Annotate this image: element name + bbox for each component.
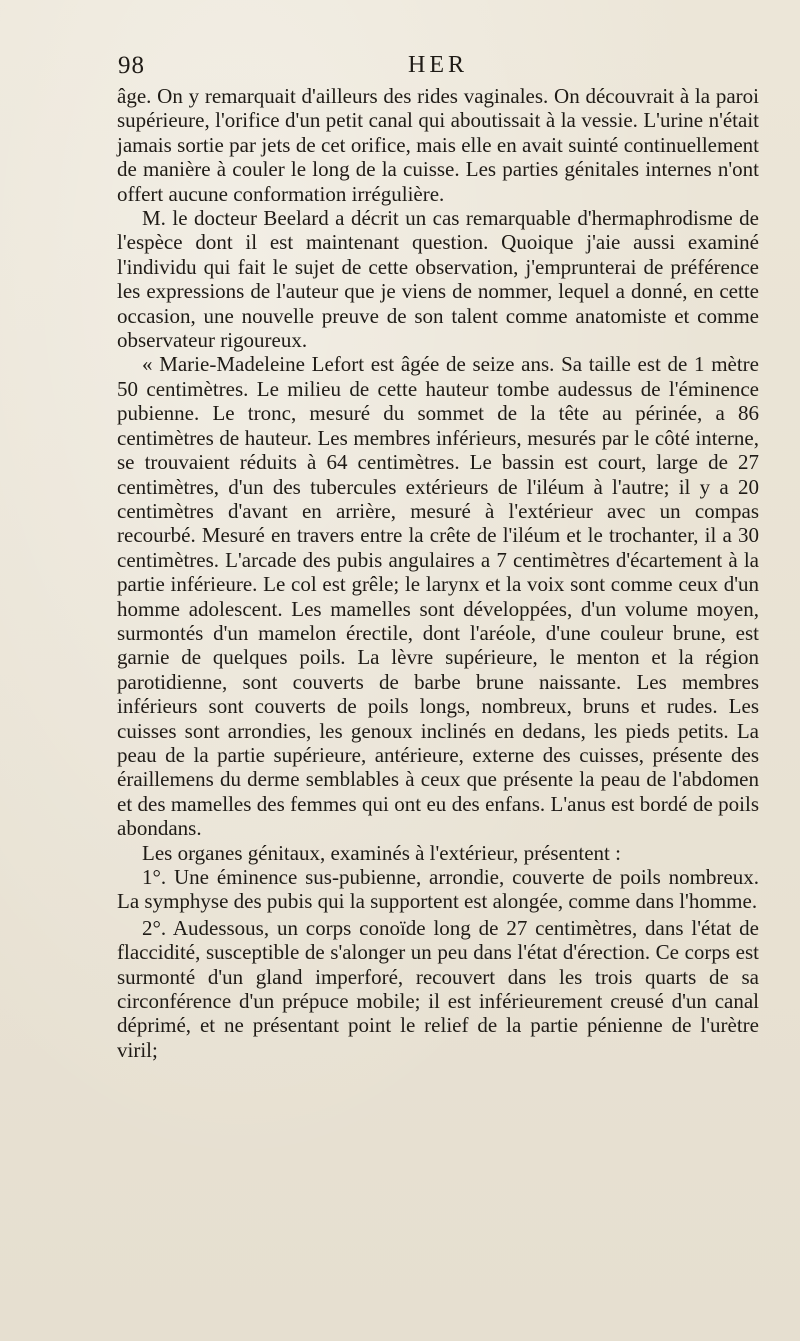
paragraph-beelard: M. le docteur Beelard a décrit un cas remarquable d'hermaphrodisme de l'espèce dont il est maintenant question. Quoique j'aie aussi examiné l'individu qui fait le sujet de cette observation, j'emprunterai de préférence les expressions de l'auteur que je viens de nommer, lequel a donné, en cette occasion, une nouvelle preuve de son talent comme anatomiste et comme observateur rigoureux.: [117, 206, 759, 353]
paragraph-genital-organs-intro: Les organes génitaux, examinés à l'extérieur, présentent :: [142, 840, 621, 865]
page-header: [118, 52, 758, 86]
paragraph-item-2: 2°. Audessous, un corps conoïde long de 27 centimètres, dans l'état de flaccidité, susceptible de s'alonger un peu dans l'état d'érection. Ce corps est surmonté d'un gland imperforé, recouvert dans les trois quarts de sa circonférence d'un prépuce mobile; il est inférieurement creusé d'un canal déprimé, et ne présentant point le relief de la partie pénienne de l'urètre viril;: [117, 915, 759, 1062]
paragraph-continuation: âge. On y remarquait d'ailleurs des rides vaginales. On découvrait à la paroi supérieure, l'orifice d'un petit canal qui aboutissait à la vessie. L'urine n'était jamais sortie par jets de cet orifice, mais elle en avait suinté continuellement de manière à couler le long de la cuisse. Les parties génitales internes n'ont offert aucune conformation irrégulière.: [117, 84, 759, 206]
running-head: HER: [408, 52, 468, 78]
paragraph-lefort-description: « Marie-Madeleine Lefort est âgée de seize ans. Sa taille est de 1 mètre 50 centimètres. Le milieu de cette hauteur tombe audessus de l'éminence pubienne. Le tronc, mesuré du sommet de la tête au périnée, a 86 centimètres de hauteur. Les membres inférieurs, mesurés par le côté interne, se trouvaient réduits à 64 centimètres. Le bassin est court, large de 27 centimètres, d'un des tubercules extérieurs de l'iléum à l'autre; il y a 20 centimètres d'avant en arrière, mesuré à l'extérieur avec un compas recourbé. Mesuré en travers entre la crête de l'iléum et le trochanter, il a 30 centimètres. L'arcade des pubis angulaires a 7 centimètres d'écartement à la partie inférieure. Le col est grêle; le larynx et la voix sont comme ceux d'un homme adolescent. Les mamelles sont développées, d'un volume moyen, surmontés d'un mamelon érectile, dont l'aréole, d'une couleur brune, est garnie de quelques poils. La lèvre supérieure, le menton et la région parotidienne, sont couverts de barbe brune naissante. Les membres inférieurs sont couverts de poils longs, nombreux, bruns et rudes. Les cuisses sont arrondies, les genoux inclinés en dedans, les pieds petits. La peau de la partie supérieure, antérieure, externe des cuisses, présente des éraillemens du derme semblables à ceux que présente la peau de l'abdomen et des mamelles des femmes qui ont eu des enfans. L'anus est bordé de poils abondans.: [117, 352, 759, 841]
paragraph-item-1: 1°. Une éminence sus-pubienne, arrondie, couverte de poils nombreux. La symphyse des pubis qui la supportent est alongée, comme dans l'homme.: [117, 865, 759, 914]
body-text: [117, 84, 759, 1062]
page-number: 98: [118, 52, 145, 79]
